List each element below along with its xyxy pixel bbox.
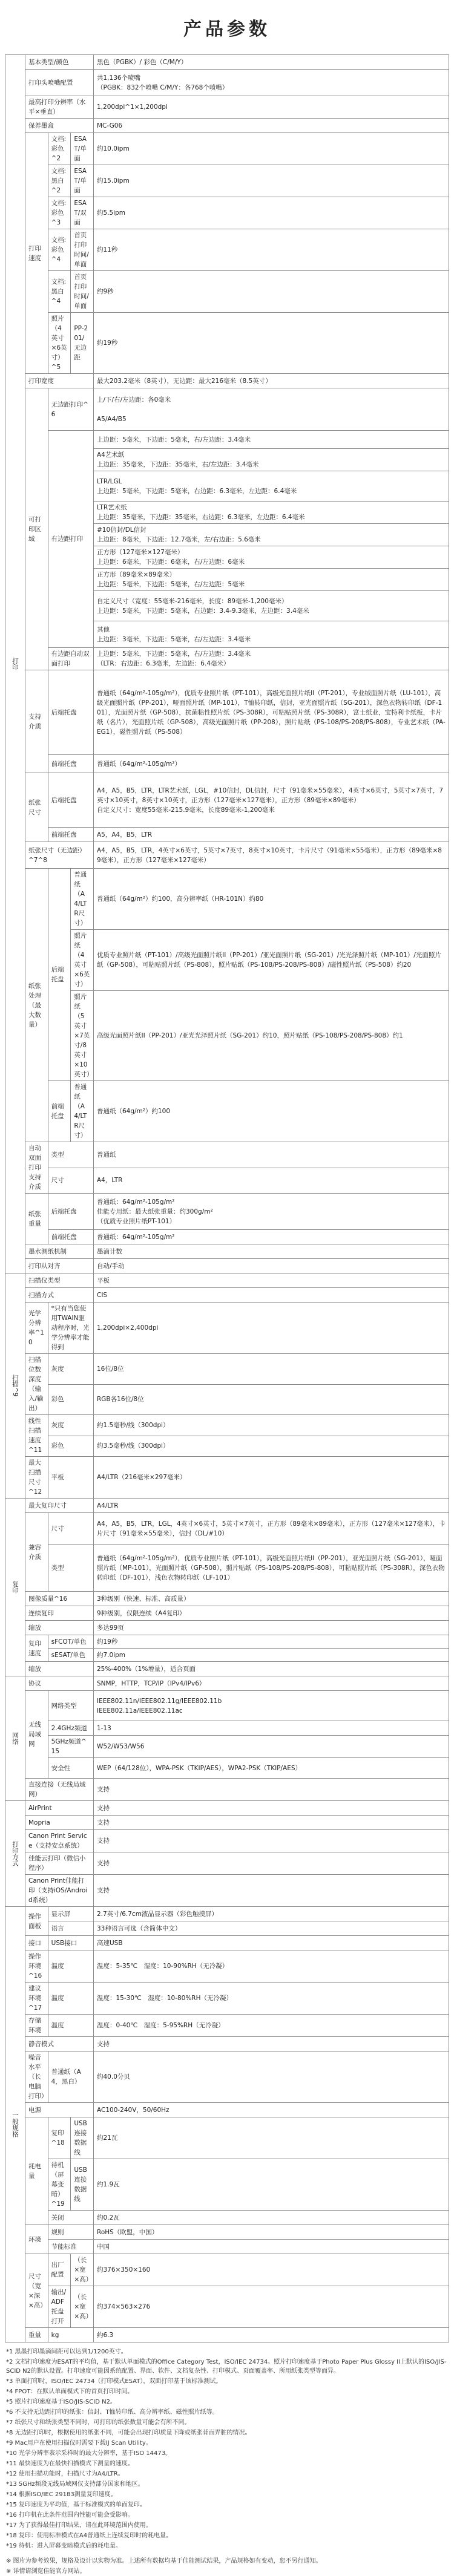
spec-value: 普通纸（64g/m²-105g/m²） [94, 755, 449, 773]
spec-sublabel: 5GHz频道^15 [48, 1736, 93, 1758]
spec-value: 上边距：5毫米，下边距：5毫米，右/左边距：3.4毫米 [94, 431, 449, 449]
spec-value: 约1.9瓦 [94, 2159, 449, 2211]
spec-row [5, 1635, 449, 1649]
spec-sublabel: *只有当您使用TWAIN驱动程序时，光学分辨率才能得到 [48, 1303, 93, 1354]
spec-sublabel-detail: ESAT/双面 [71, 197, 94, 229]
spec-row [5, 1779, 449, 1801]
spec-label: 线性扫描速度^11 [25, 1415, 48, 1457]
spec-label: 直接连接（无线局域网） [25, 1779, 94, 1801]
spec-sublabel-detail: （长×宽×高） [71, 2254, 94, 2286]
spec-sublabel: 照片（4英寸×6英寸）^5 [48, 313, 71, 374]
spec-value: A4/LTR [94, 1499, 449, 1513]
section-label: 一般规格 [5, 1907, 25, 2342]
spec-label: 保养墨盒 [25, 119, 94, 133]
spec-row [5, 2254, 449, 2286]
spec-value: 约0.2瓦 [94, 2211, 449, 2225]
spec-sublabel: kg [48, 2328, 93, 2342]
footnote: *8 无边距打印时，根据使用的纸张不同，可能会出现打印质量下降或纸张背面弄脏的情况。 [6, 2430, 251, 2436]
spec-value: 普通纸（64g/m²）约100 [94, 1081, 449, 1142]
spec-value: RoHS（欧盟，中国） [94, 2225, 449, 2240]
spec-sublabel: 前端托盘 [48, 755, 93, 773]
spec-value: 1,200dpi×2,400dpi [94, 1303, 449, 1354]
spec-sublabel-detail: 普通纸（A4/LTR尺寸） [71, 869, 94, 930]
spec-row [5, 2286, 449, 2328]
spec-row [5, 55, 449, 70]
spec-value: 约10.0ipm [94, 133, 449, 165]
spec-row [5, 1676, 449, 1691]
spec-row [5, 431, 449, 449]
spec-value: 1,200dpi^1×1,200dpi [94, 96, 449, 119]
spec-row [5, 2211, 449, 2225]
spec-label: 基本类型/颜色 [25, 55, 94, 70]
spec-value: 普通纸（64g/m²-105g/m²），优质专业照片纸（PT-101），高级光面照片纸II（PT-201），专业绒面照片纸（LU-101），高级光面照片纸（PP-201），哑面照片纸（MP-101），T恤转印纸，信封，亚光面照片纸（SG-201），深色衣物转印纸（DF-101），光面照片纸（GP-508），抗菌粘性照片纸（PS-308R），可粘贴照片纸（PS-308R），富士纸业，宝特利卡纸板，卡片纸（名片），光面照片纸（GP-508），高级光面照片纸（PP-208），照片贴纸（PS-108/PS-208/PS-808），专业艺术纸（PA-EG1），磁性照片纸（PS-508） [94, 670, 449, 755]
spec-value: 约21瓦 [94, 2117, 449, 2159]
spec-sublabel: 后端托盘 [48, 670, 93, 755]
spec-sublabel: 语言 [48, 1921, 93, 1936]
spec-sublabel: 2.4GHz频道 [48, 1721, 93, 1736]
spec-row [5, 1983, 449, 2015]
spec-value: 其他 上边距：3毫米，下边距：5毫米，右/左边距：3.4毫米 [94, 621, 449, 648]
spec-label: 纸张重量 [25, 1194, 48, 1244]
spec-value: 黑色（PGBK）/ 彩色（C/M/Y） [94, 55, 449, 70]
spec-value: 高速USB [94, 1936, 449, 1950]
spec-row [5, 1513, 449, 1545]
footnote: *9 Mac用户在使用扫描仪时需要下载IJ Scan Utility。 [6, 2440, 152, 2447]
spec-value: 上/下/右/左边距：各0毫米 A5/A4/B5 [94, 388, 449, 431]
spec-sublabel-detail: 首页打印时间/单面 [71, 229, 94, 271]
spec-row [5, 1691, 449, 1721]
spec-row [5, 773, 449, 828]
spec-value: 支持 [94, 1801, 449, 1816]
footnotes [6, 2347, 448, 2551]
spec-sublabel: USB接口 [48, 1936, 93, 1950]
spec-row [5, 1545, 449, 1592]
spec-sublabel: 温度 [48, 1950, 93, 1983]
spec-sublabel-detail: USB连接数据线 [71, 2117, 94, 2159]
spec-row [5, 1499, 449, 1513]
spec-table [5, 54, 449, 2342]
disclaimer-line: ※ 图片为参考效果，规格及设计以实物为准。上述所有数据均基于佳能测试结果，产品规格如有变动，恕不另行通知。 [6, 2558, 322, 2565]
spec-row [5, 828, 449, 842]
spec-label: 打印从对齐 [25, 1259, 94, 1273]
spec-row [5, 1736, 449, 1758]
spec-value: 普通纸（64g/m²）约100，高分辨率纸（HR-101N）约80 [94, 869, 449, 930]
spec-value: A4艺术纸 上边距：35毫米，下边距：35毫米，右/左边距：3.4毫米 [94, 449, 449, 471]
spec-value: 温度：0-40℃ 湿度：5-95%RH（无冷凝） [94, 2015, 449, 2037]
spec-row [5, 1852, 449, 1875]
spec-label: 操作面板 [25, 1907, 48, 1936]
spec-value: 约5.5ipm [94, 197, 449, 229]
spec-sublabel: 输出/ADF托盘打开 [48, 2286, 71, 2328]
spec-value: 约376×350×160 [94, 2254, 449, 2286]
spec-sublabel-detail: ESAT/单面 [71, 165, 94, 197]
spec-value: 16位/8位 [94, 1354, 449, 1385]
spec-sublabel: 有边距打印 [48, 431, 93, 648]
spec-sublabel: 尺寸 [48, 1168, 93, 1194]
spec-sublabel-detail: 照片纸（4英寸×6英寸） [71, 930, 94, 991]
footnote: *10 光学分辨率表示采样时的最大分辨率，基于ISO 14473。 [6, 2450, 172, 2457]
spec-sublabel: 后端托盘 [48, 1194, 93, 1230]
spec-label: Canon Print Service（支持安卓系统） [25, 1830, 94, 1852]
spec-label: 支持介质 [25, 670, 48, 773]
spec-sublabel: 前端托盘 [48, 1230, 93, 1244]
spec-value: 自定义尺寸（宽度：55毫米-216毫米，长度：89毫米-1,200毫米） 上边距：5毫米，下边距：5毫米，右边距：3.4-9.3毫米，左边距：3.4毫米 [94, 591, 449, 621]
spec-row [5, 271, 449, 313]
spec-label: 纸张尺寸（无边距）^7^8 [25, 842, 94, 869]
spec-row [5, 1194, 449, 1230]
spec-sublabel: sFCOT/单色 [48, 1635, 93, 1649]
spec-sublabel: 灰度 [48, 1354, 93, 1385]
spec-sublabel: 安全性 [48, 1758, 93, 1779]
spec-value: 高级光面照片纸II（PP-201）/亚光光泽照片纸（SG-201）约10，照片贴纸（PS-108/PS-208/PS-808）约1 [94, 991, 449, 1081]
spec-sublabel: 网络类型 [48, 1691, 93, 1721]
spec-label: 扫描位数深度（输入/输出） [25, 1354, 48, 1415]
spec-sublabel: 待机（屏幕变暗）^19 [48, 2159, 71, 2211]
spec-label: Canon Print佳能打印（支持iOS/Android系统） [25, 1875, 94, 1907]
spec-sublabel-detail: 普通纸（A4/LTR尺寸） [71, 1081, 94, 1142]
spec-row [5, 1830, 449, 1852]
spec-label: 环境 [25, 2225, 48, 2254]
spec-value: 支持 [94, 1779, 449, 1801]
spec-sublabel-detail: ESAT/单面 [71, 133, 94, 165]
spec-row [5, 930, 449, 991]
spec-sublabel: 普通纸（A4，黑白） [48, 2051, 93, 2103]
spec-label: 建议环境^17 [25, 1983, 48, 2015]
spec-value: 优质专业照片纸（PT-101）/高级光面照片纸II（PP-201）/亚光面照片纸（SG-201）/光光泽照片纸（MP-101）/光面照片纸（GP-508），可粘贴照片纸（PS-808），照片贴纸（PS-108/PS-208/PS-808）/磁性照片纸（PS-508）约20 [94, 930, 449, 991]
disclaimer [6, 2557, 448, 2576]
spec-row [5, 2240, 449, 2254]
spec-row [5, 70, 449, 96]
spec-value: 约1.5毫秒/线（300dpi） [94, 1415, 449, 1436]
spec-value: 约3.5毫秒/线（300dpi） [94, 1436, 449, 1457]
spec-row [5, 1592, 449, 1606]
spec-value: 9种级别，仅限连续（A4复印） [94, 1606, 449, 1621]
spec-row [5, 648, 449, 670]
spec-value: 普通纸（64g/m²-105g/m²），优质专业照片纸（PT-101），高级光面照片纸II（PP-201），亚光面照片纸（SG-201），哑面照片纸（MP-101），光面照片纸（GP-508），照片贴纸（PS-108/PS-208/PS-808），可粘贴照片纸（PS-308R），深色衣物转印纸（DF-101），浅色衣物转印纸（LF-101） [94, 1545, 449, 1592]
spec-label: 复印速度 [25, 1635, 48, 1662]
spec-sublabel: 前端托盘 [48, 1081, 71, 1142]
spec-label: 噪音水平（长电脑打印） [25, 2051, 48, 2103]
spec-label: 图像质量^16 [25, 1592, 94, 1606]
spec-row [5, 2159, 449, 2211]
spec-row [5, 670, 449, 755]
footnote: *4 FPOT：在默认单面模式下的首页打印时间。 [6, 2388, 134, 2395]
spec-label: 扫描仪类型 [25, 1273, 94, 1288]
spec-label: 重量 [25, 2328, 48, 2342]
spec-label: 最高打印分辨率（水平×垂直） [25, 96, 94, 119]
spec-value: LTR/LGL 上边距：5毫米，下边距：5毫米，右边距：6.3毫米，左边距：6.4毫米 [94, 471, 449, 502]
spec-row [5, 1354, 449, 1385]
spec-value: 约374×563×276 [94, 2286, 449, 2328]
spec-sublabel: 文档:彩色^3 [48, 197, 71, 229]
disclaimer-line: ※ 详情请浏览佳能官方网站。 [6, 2568, 86, 2575]
spec-value: 上边距：5毫米，下边距：5毫米，右/左边距：3.4毫米 （LTR：右边距：6.3毫米，左边距：6.4毫米） [94, 648, 449, 670]
spec-sublabel: 文档:黑白^4 [48, 271, 71, 313]
spec-sublabel: sESAT/单色 [48, 1649, 93, 1662]
spec-row [5, 1662, 449, 1676]
spec-sublabel: 复印^18 [48, 2117, 71, 2159]
spec-label: 自动双面打印支持介质 [25, 1142, 48, 1194]
spec-row [5, 1875, 449, 1907]
spec-row [5, 1907, 449, 1921]
spec-value: 平板 [94, 1273, 449, 1288]
spec-value: 33种语言可选（含简体中文） [94, 1921, 449, 1936]
spec-value: 温度：5-35℃ 湿度：10-90%RH（无冷凝） [94, 1950, 449, 1983]
spec-value: 25%-400%（1%增量），适合页面 [94, 1662, 449, 1676]
spec-sublabel: 后端托盘 [48, 773, 93, 828]
spec-sublabel: 温度 [48, 2015, 93, 2037]
spec-label: 协议 [25, 1676, 94, 1691]
spec-value: A4，LTR [94, 1168, 449, 1194]
spec-value: RGB各16位/8位 [94, 1384, 449, 1415]
spec-sublabel-detail: 照片纸（5英寸×7英寸/8英寸×10英寸） [71, 991, 94, 1081]
spec-value: 约15.0ipm [94, 165, 449, 197]
spec-label: Mopria [25, 1816, 94, 1830]
footnote: *18 复印：使用标准模式在A4普通纸上连续复印时的耗电量。 [6, 2532, 173, 2539]
spec-value: 多达99页 [94, 1621, 449, 1635]
spec-table-wrapper [5, 54, 449, 2342]
spec-label: 光学分辨率^10 [25, 1303, 48, 1354]
spec-sublabel: 灰度 [48, 1415, 93, 1436]
spec-label: 打印宽度 [25, 374, 94, 388]
spec-value: 普通纸：64g/m²-105g/m² [94, 1230, 449, 1244]
spec-label: 电源 [25, 2103, 94, 2117]
spec-value: 约19秒 [94, 1635, 449, 1649]
spec-sublabel: 类型 [48, 1142, 93, 1168]
spec-row [5, 2117, 449, 2159]
spec-label: 无线局域网 [25, 1691, 48, 1779]
spec-sublabel: 前端托盘 [48, 828, 93, 842]
footnote: *19 待机：进入屏幕变暗模式后的耗电量。 [6, 2543, 122, 2549]
spec-value: 支持 [94, 1816, 449, 1830]
spec-row [5, 119, 449, 133]
spec-sublabel: 文档:彩色^2 [48, 133, 71, 165]
spec-sublabel: 节能标准 [48, 2240, 93, 2254]
spec-sublabel: 文档:彩色^4 [48, 229, 71, 271]
footnote: *5 照片打印速度基于ISO/JIS-SCID N2。 [6, 2399, 116, 2405]
spec-row [5, 313, 449, 374]
spec-sublabel: 平板 [48, 1457, 93, 1499]
spec-sublabel-detail: 首页打印时间/单面 [71, 271, 94, 313]
spec-row [5, 1606, 449, 1621]
spec-value: 约9秒 [94, 271, 449, 313]
spec-row [5, 1288, 449, 1303]
spec-label: 接口 [25, 1936, 48, 1950]
spec-label: 打印速度 [25, 133, 48, 374]
footnote: *14 根据ISO/IEC 29183测量复印速度。 [6, 2491, 117, 2498]
spec-value: 2.7英寸/6.7cm液晶显示器（彩色触摸屏） [94, 1907, 449, 1921]
spec-row [5, 197, 449, 229]
spec-value: 1-13 [94, 1721, 449, 1736]
spec-sublabel: 有边距自动双面打印 [48, 648, 93, 670]
spec-row [5, 2328, 449, 2342]
spec-value: IEEE802.11n/IEEE802.11g/IEEE802.11b IEEE802.11a/IEEE802.11ac [94, 1691, 449, 1721]
spec-row [5, 1758, 449, 1779]
spec-row [5, 1921, 449, 1936]
spec-value: 正方形（127毫米×127毫米） 上边距：6毫米，下边距：6毫米，右/左边距：6毫米 [94, 546, 449, 569]
spec-value: 普通纸 [94, 1142, 449, 1168]
spec-value: A5，A4，B5，LTR [94, 828, 449, 842]
spec-row [5, 1230, 449, 1244]
spec-sublabel: 关闭 [48, 2211, 93, 2225]
spec-value: 正方形（89毫米×89毫米） 上边距：5毫米，下边距：5毫米，右/左边距：5毫米 [94, 569, 449, 591]
spec-label: 连续复印 [25, 1606, 94, 1621]
spec-sublabel-detail: USB连接数据线 [71, 2159, 94, 2211]
spec-sublabel: 后端托盘 [48, 869, 71, 1081]
spec-row [5, 165, 449, 197]
spec-row [5, 1303, 449, 1354]
spec-row [5, 1950, 449, 1983]
spec-value: 约11秒 [94, 229, 449, 271]
spec-label: 缩放 [25, 1621, 94, 1635]
spec-value: 支持 [94, 1852, 449, 1875]
spec-row [5, 2103, 449, 2117]
spec-sublabel-detail: PP-201/无边距 [71, 313, 94, 374]
spec-sublabel: 规则 [48, 2225, 93, 2240]
spec-value: 约7.0ipm [94, 1649, 449, 1662]
spec-row [5, 2037, 449, 2051]
spec-value: 普通纸：64g/m²-105g/m² 佳能专用纸：最大纸张重量：约300g/m² （优质专业照片纸PT-101） [94, 1194, 449, 1230]
spec-value: 中国 [94, 2240, 449, 2254]
spec-row [5, 229, 449, 271]
spec-value: 支持 [94, 1875, 449, 1907]
spec-row [5, 842, 449, 869]
section-label: 打印 [5, 55, 25, 1273]
footnote: *7 纸张尺寸和纸张类型不同时，可打印的纸张数量可能会有所不同。 [6, 2419, 191, 2426]
spec-value: MC-G06 [94, 119, 449, 133]
spec-value: WEP（64/128位），WPA-PSK（TKIP/AES），WPA2-PSK（TKIP/AES） [94, 1758, 449, 1779]
spec-value: SNMP，HTTP，TCP/IP（IPv4/IPv6） [94, 1676, 449, 1691]
spec-row [5, 1273, 449, 1288]
footnote: *15 复印速度为平均值，基于标准模式的单面复印。 [6, 2502, 146, 2508]
spec-row [5, 991, 449, 1081]
spec-label: 静音模式 [25, 2037, 94, 2051]
spec-value: 支持 [94, 1830, 449, 1852]
spec-sublabel: 尺寸 [48, 1513, 93, 1545]
spec-sublabel: 出厂配置 [48, 2254, 71, 2286]
section-label: 打印方式 [5, 1801, 25, 1907]
spec-label: 打印头喷嘴配置 [25, 70, 94, 96]
spec-value: 温度：15-30℃ 湿度：10-80%RH（无冷凝） [94, 1983, 449, 2015]
spec-label: 墨水测纸机制 [25, 1244, 94, 1259]
spec-row [5, 2051, 449, 2103]
footnote: *6 不支持无边距打印的纸张：信封、T恤转印纸、高分辨率纸、磁性照片纸等。 [6, 2409, 219, 2416]
spec-value: 墨滴计数 [94, 1244, 449, 1259]
spec-row [5, 1816, 449, 1830]
spec-row [5, 1621, 449, 1635]
section-label: 网络 [5, 1676, 25, 1801]
spec-value: AC100-240V，50/60Hz [94, 2103, 449, 2117]
spec-row [5, 1649, 449, 1662]
spec-label: 最大扫描尺寸^12 [25, 1457, 48, 1499]
spec-value: A4，A5，B5，LTR，LGL，4英寸×6英寸，5英寸×7英寸，正方形（89毫米×89毫米），正方形（127毫米×127毫米），卡片尺寸（91毫米×55毫米），信封（DL/#10） [94, 1513, 449, 1545]
spec-row [5, 1801, 449, 1816]
spec-row [5, 1244, 449, 1259]
spec-label: 扫描方式 [25, 1288, 94, 1303]
spec-value: #10信封/DL信封 上边距：8毫米，下边距：12.7毫米，左/右边距：5.6毫米 [94, 524, 449, 546]
spec-label: 佳能云打印（微信小程序） [25, 1852, 94, 1875]
spec-sublabel: 温度 [48, 1983, 93, 2015]
spec-sublabel: 文档:黑白^2 [48, 165, 71, 197]
spec-value: 支持 [94, 2037, 449, 2051]
spec-row [5, 2015, 449, 2037]
spec-sublabel: 彩色 [48, 1436, 93, 1457]
section-label: 扫描^9 [5, 1273, 25, 1499]
spec-value: 约40.0分贝 [94, 2051, 449, 2103]
spec-row [5, 1721, 449, 1736]
section-label: 复印 [5, 1499, 25, 1676]
spec-label: 耗电量 [25, 2117, 48, 2225]
spec-value: CIS [94, 1288, 449, 1303]
footnote: *12 使用扫描功能时，扫描尺寸为A4/LTR。 [6, 2471, 124, 2477]
spec-row [5, 1436, 449, 1457]
spec-row [5, 1259, 449, 1273]
spec-value: W52/W53/W56 [94, 1736, 449, 1758]
spec-value: 3种级别（快速、标准、高质量） [94, 1592, 449, 1606]
spec-value: 共1,136个喷嘴 （PGBK：832个喷嘴 C/M/Y：各768个喷嘴） [94, 70, 449, 96]
spec-row [5, 1142, 449, 1168]
spec-sublabel: 类型 [48, 1545, 93, 1592]
spec-label: 可打印区域 [25, 388, 48, 670]
spec-value: A4，A5，B5，LTR，4英寸×6英寸，5英寸×7英寸，8英寸×10英寸，卡片尺寸（91毫米×55毫米），正方形（89毫米×89毫米），正方形（127毫米×127毫米） [94, 842, 449, 869]
footnote: *11 最快速度为在最快扫描模式下测量的速度。 [6, 2460, 134, 2467]
spec-value: 自动/手动 [94, 1259, 449, 1273]
spec-label: 兼容介质 [25, 1513, 48, 1592]
spec-label: 存储环境 [25, 2015, 48, 2037]
spec-row [5, 1384, 449, 1415]
spec-label: 纸张处理（最大数量） [25, 869, 48, 1142]
spec-sublabel: 显示屏 [48, 1907, 93, 1921]
footnote: *17 为了获得最佳打印结果，请在此环境范围内使用。 [6, 2522, 152, 2529]
spec-label: 尺寸（宽×深×高） [25, 2254, 48, 2328]
spec-row [5, 1936, 449, 1950]
spec-row [5, 374, 449, 388]
spec-row [5, 133, 449, 165]
spec-value: A4/LTR（216毫米×297毫米） [94, 1457, 449, 1499]
spec-label: 操作环境^16 [25, 1950, 48, 1983]
spec-label: 最大复印尺寸 [25, 1499, 94, 1513]
spec-sublabel: 无边距打印^6 [48, 388, 93, 431]
spec-row [5, 755, 449, 773]
spec-row [5, 388, 449, 431]
spec-value: A4，A5，B5，LTR，LTR艺术纸，LGL，#10信封，DL信封，尺寸（91毫米×55毫米），4英寸×6英寸，5英寸×7英寸，7英寸×10英寸，8英寸×10英寸，正方形（127毫米×127毫米），正方形（89毫米×89毫米） 自定义尺寸：宽度55毫米-215.9毫米，长度89毫米-1,200毫米 [94, 773, 449, 828]
spec-row [5, 1081, 449, 1142]
spec-value: 约19秒 [94, 313, 449, 374]
spec-row [5, 96, 449, 119]
footnote: *16 打印机在此条件范围内性能可能会受影响。 [6, 2512, 134, 2519]
spec-value: LTR艺术纸 上边距：35毫米，下边距：35毫米，右边距：6.3毫米，左边距：6.4毫米 [94, 502, 449, 524]
spec-row [5, 2225, 449, 2240]
spec-row [5, 1457, 449, 1499]
spec-value: 最大203.2毫米（8英寸），无边距：最大216毫米（8.5英寸） [94, 374, 449, 388]
spec-row [5, 1168, 449, 1194]
spec-label: 纸张尺寸 [25, 773, 48, 842]
spec-label: 缩放 [25, 1662, 94, 1676]
page-title: 产品参数 [183, 19, 271, 40]
spec-value: 约6.3 [94, 2328, 449, 2342]
footnote: *2 文档打印速度为ESAT的平均值，基于默认单面模式的Office Category Test，ISO/IEC 24734。照片打印速度基于Photo Paper Plus Glossy II上默认的ISO/JIS-SCID N2的默认设置。打印速度可能因系统配置、界面、软件、文档复杂性、打印模式、页面覆盖率、所用纸张类型等而异。 [6, 2359, 447, 2375]
spec-row [5, 869, 449, 930]
footnote: *13 5GHz频段无线局域网仅支持部分国家和地区。 [6, 2481, 144, 2488]
spec-label: AirPrint [25, 1801, 94, 1816]
spec-row [5, 1415, 449, 1436]
spec-sublabel-detail: （长×宽×高） [71, 2286, 94, 2328]
spec-sublabel: 彩色 [48, 1384, 93, 1415]
footnote: *3 单面打印时，ISO/IEC 24734（打印模式ESAT），双面打印基于该标准测试。 [6, 2378, 222, 2385]
footnote: *1 黑墨打印墨滴间距可以达到1/1200英寸。 [6, 2349, 127, 2355]
